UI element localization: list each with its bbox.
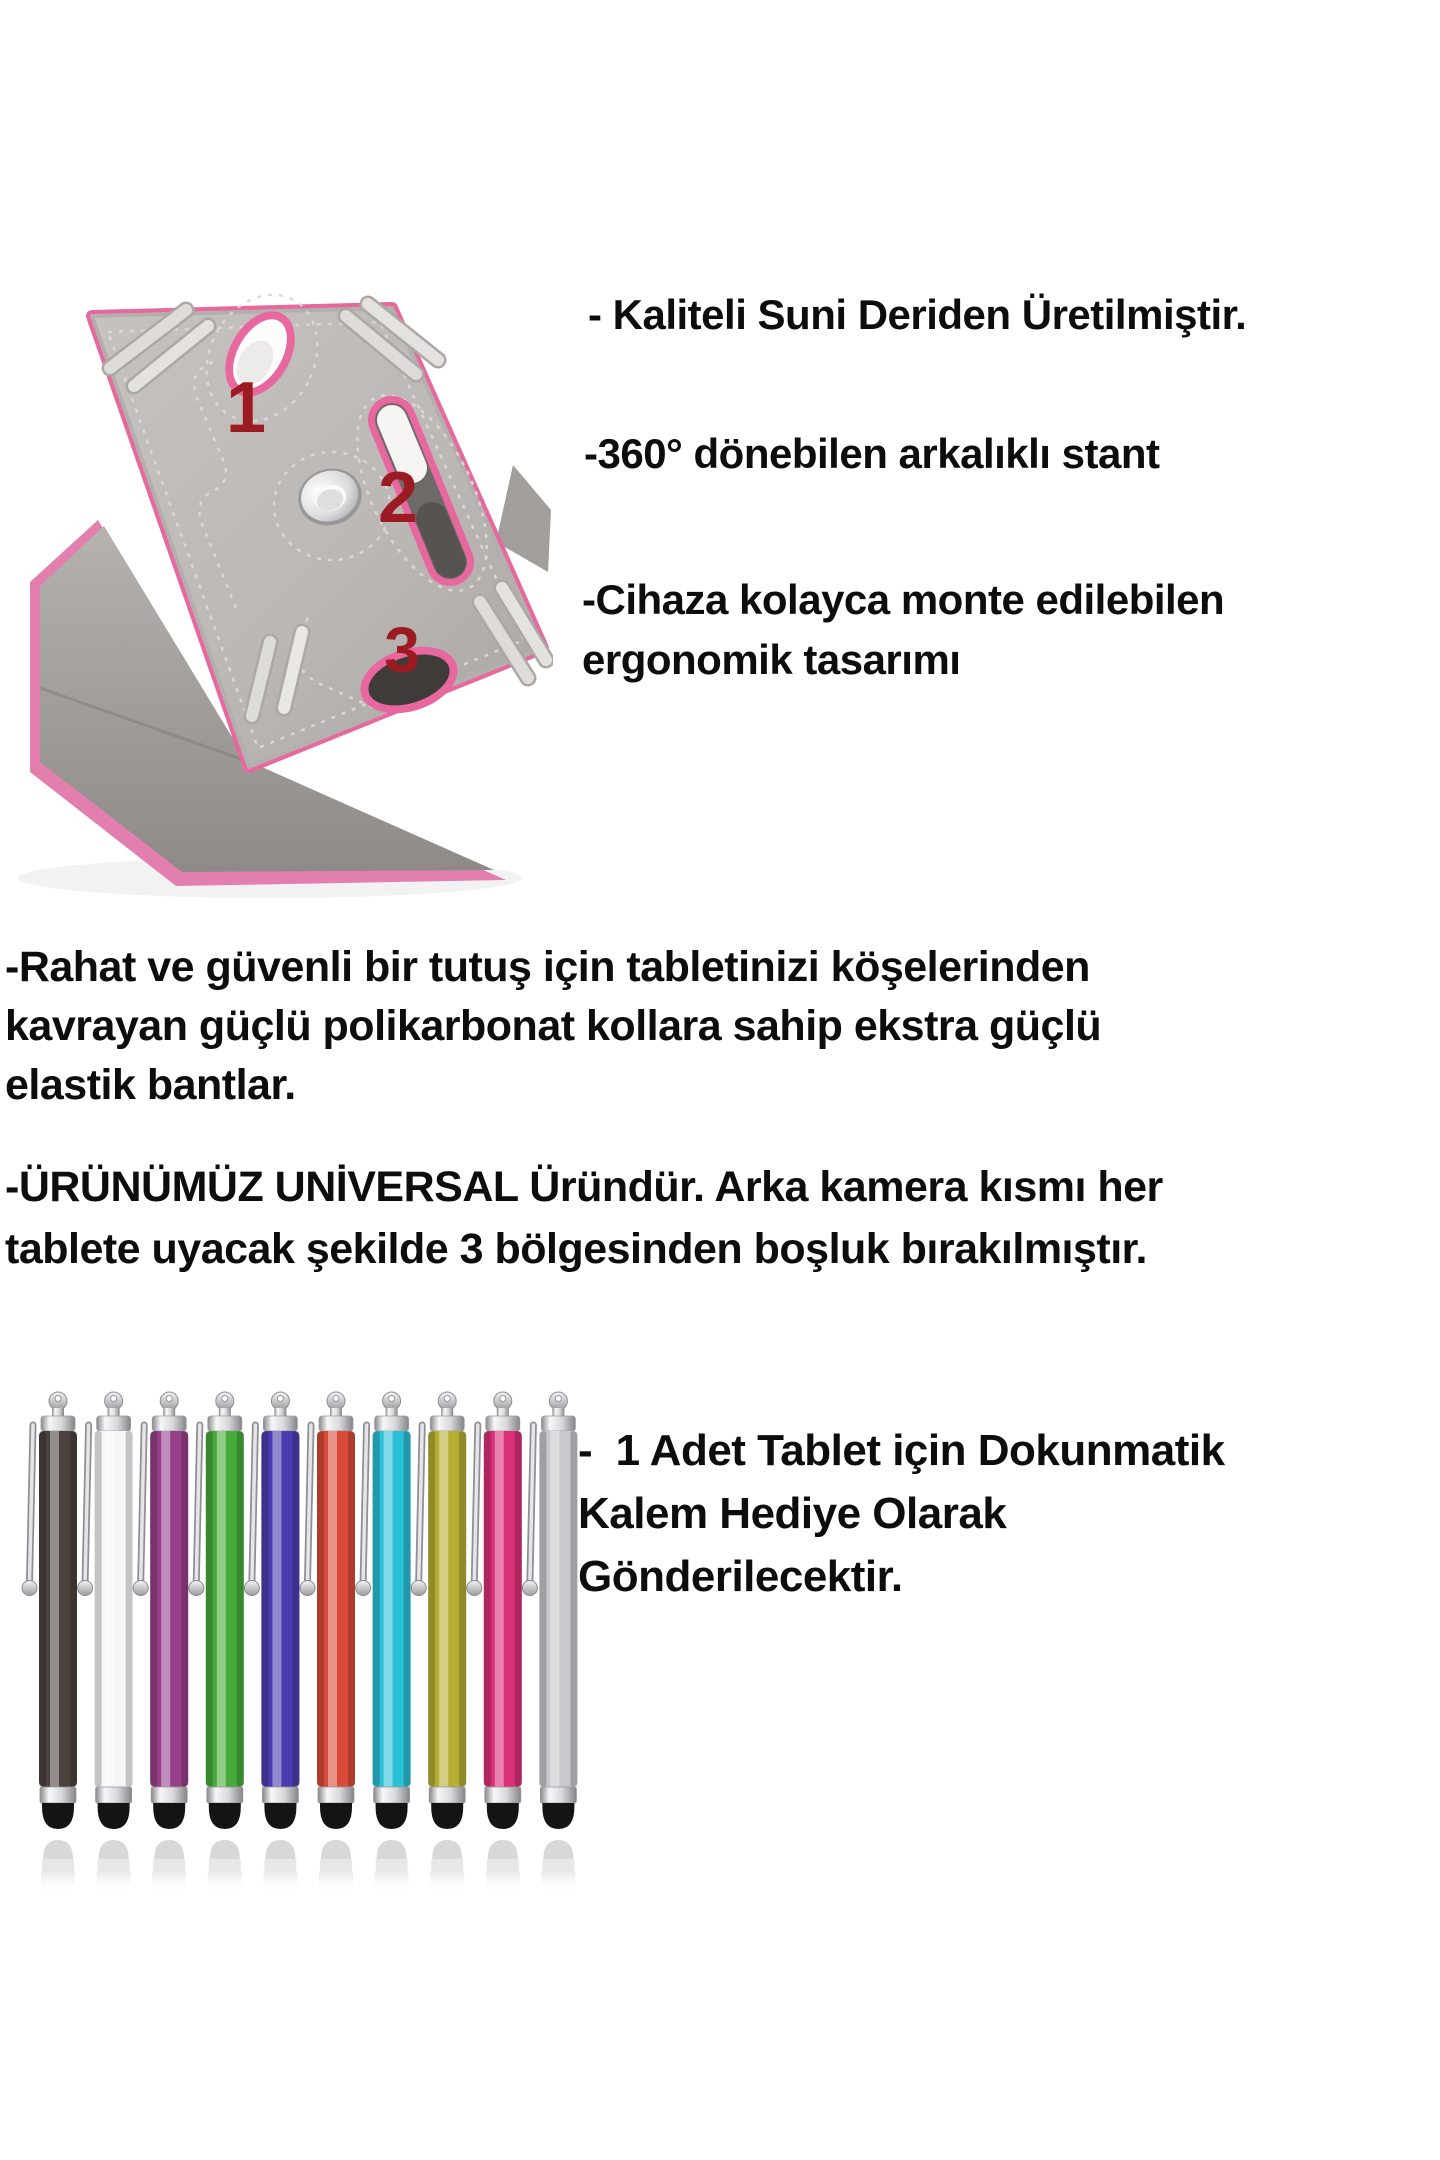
pen-clip-ball <box>356 1581 371 1596</box>
text-line: ergonomik tasarımı <box>582 636 961 683</box>
pen-clip-ball <box>467 1581 482 1596</box>
stylus-pen-blue-violet <box>244 1392 299 1893</box>
pen-ferrule <box>96 1787 132 1803</box>
pen-reflection <box>375 1840 409 1893</box>
stylus-pen-white <box>78 1392 133 1893</box>
stylus-pen-cyan <box>356 1392 411 1893</box>
pen-clip-ball <box>78 1581 93 1596</box>
pen-cap <box>319 1416 353 1431</box>
pen-clip-ball <box>522 1581 537 1596</box>
pen-clip-ball <box>22 1581 37 1596</box>
pen-reflection <box>152 1840 186 1893</box>
stylus-pen-gold <box>411 1392 466 1893</box>
pen-reflection <box>486 1840 520 1893</box>
feature-quality-leather <box>588 285 1246 345</box>
pen-rubber-tip <box>487 1803 519 1829</box>
pen-cap <box>375 1416 409 1431</box>
pen-cap <box>41 1416 75 1431</box>
pen-rubber-tip <box>264 1803 296 1829</box>
pen-rubber-tip <box>209 1803 241 1829</box>
text-line: - Kaliteli Suni Deriden Üretilmiştir. <box>588 291 1247 338</box>
callout-2: 2 <box>377 458 419 538</box>
text-line: tablete uyacak şekilde 3 bölgesinden boşluk bırakılmıştır. <box>5 1225 1147 1273</box>
pen-clip-ball <box>300 1581 315 1596</box>
paragraph-universal-product <box>5 1156 1163 1280</box>
pen-clip-ball <box>133 1581 148 1596</box>
text-line: Kalem Hediye Olarak <box>578 1489 1007 1538</box>
text-line: -360° dönebilen arkalıklı stant <box>584 430 1160 477</box>
pen-ferrule <box>262 1787 298 1803</box>
pen-clip-ball <box>244 1581 259 1596</box>
stylus-pen-purple <box>133 1392 188 1893</box>
pen-ferrule <box>429 1787 465 1803</box>
pen-reflection <box>41 1840 75 1893</box>
pen-ferrule <box>40 1787 76 1803</box>
pen-ferrule <box>151 1787 187 1803</box>
text-line: - 1 Adet Tablet için Dokunmatik <box>578 1426 1225 1475</box>
pen-reflection <box>263 1840 297 1893</box>
pen-rubber-tip <box>42 1803 74 1829</box>
pen-cap <box>208 1416 242 1431</box>
pen-ferrule <box>374 1787 410 1803</box>
pen-cap <box>541 1416 575 1431</box>
pen-reflection <box>208 1840 242 1893</box>
callout-3: 3 <box>384 614 420 686</box>
pen-ferrule <box>318 1787 354 1803</box>
pen-reflection <box>319 1840 353 1893</box>
pen-rubber-tip <box>320 1803 352 1829</box>
stylus-pens-photo <box>5 1385 595 1900</box>
stylus-pen-green <box>189 1392 244 1893</box>
callout-1: 1 <box>225 368 267 448</box>
feature-ergonomic-mount <box>582 570 1224 690</box>
pen-rubber-tip <box>431 1803 463 1829</box>
tablet-case-illustration <box>8 210 553 910</box>
pen-clip-ball <box>411 1581 426 1596</box>
pen-reflection <box>541 1840 575 1893</box>
pen-cap <box>263 1416 297 1431</box>
text-line: -ÜRÜNÜMÜZ UNİVERSAL Üründür. Arka kamera kısmı her <box>5 1163 1163 1211</box>
stylus-pen-red <box>300 1392 355 1893</box>
text-line: elastik bantlar. <box>5 1061 296 1109</box>
pen-ferrule <box>485 1787 521 1803</box>
pen-rubber-tip <box>98 1803 130 1829</box>
pen-clip-ball <box>189 1581 204 1596</box>
text-line: -Rahat ve güvenli bir tutuş için tabletinizi köşelerinden <box>5 943 1090 991</box>
pen-rubber-tip <box>153 1803 185 1829</box>
stylus-pen-gunmetal <box>22 1392 77 1893</box>
pen-cap <box>152 1416 186 1431</box>
feature-360-stand <box>584 424 1160 484</box>
pen-cap <box>486 1416 520 1431</box>
pen-reflection <box>97 1840 131 1893</box>
pen-reflection <box>430 1840 464 1893</box>
pen-cap <box>430 1416 464 1431</box>
pen-rubber-tip <box>542 1803 574 1829</box>
gift-stylus-note <box>578 1419 1225 1608</box>
text-line: kavrayan güçlü polikarbonat kollara sahip ekstra güçlü <box>5 1002 1102 1050</box>
text-line: Gönderilecektir. <box>578 1552 903 1601</box>
stylus-pen-silver <box>522 1392 577 1893</box>
paragraph-grip-bands <box>5 938 1101 1115</box>
stylus-pens-illustration <box>5 1385 595 1900</box>
text-line: -Cihaza kolayca monte edilebilen <box>582 576 1225 623</box>
tablet-case-photo <box>8 210 553 910</box>
pen-ferrule <box>207 1787 243 1803</box>
pen-ferrule <box>540 1787 576 1803</box>
stylus-pen-pink <box>467 1392 522 1893</box>
pen-cap <box>97 1416 131 1431</box>
pen-rubber-tip <box>376 1803 408 1829</box>
